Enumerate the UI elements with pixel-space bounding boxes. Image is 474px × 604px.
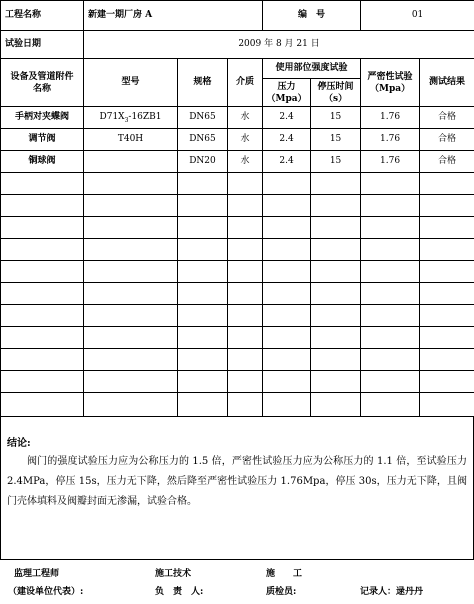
empty-cell	[311, 305, 361, 327]
empty-cell	[228, 305, 263, 327]
row-hold: 15	[311, 107, 361, 129]
empty-cell	[263, 217, 311, 239]
tightness-header-line1: 严密性试验	[367, 71, 413, 82]
empty-cell	[228, 327, 263, 349]
test-date-label: 试验日期	[1, 31, 84, 59]
empty-cell	[178, 283, 228, 305]
number-label: 编 号	[263, 1, 361, 31]
row-pressure: 2.4	[263, 107, 311, 129]
row-pressure: 2.4	[263, 151, 311, 173]
empty-cell	[84, 349, 178, 371]
row-tight: 1.76	[361, 107, 420, 129]
row-spec: DN65	[178, 107, 228, 129]
empty-cell	[228, 173, 263, 195]
empty-table-row	[1, 393, 474, 417]
empty-cell	[420, 371, 474, 393]
empty-table-row	[1, 349, 474, 371]
tightness-test-header	[361, 59, 420, 107]
model-header: 型号	[84, 59, 178, 107]
empty-table-row	[1, 173, 474, 195]
device-name-header	[1, 59, 84, 107]
row-spec: DN65	[178, 129, 228, 151]
empty-cell	[1, 239, 84, 261]
strength-test-header: 使用部位强度试验	[263, 59, 361, 79]
empty-cell	[420, 195, 474, 217]
empty-cell	[311, 371, 361, 393]
empty-cell	[311, 393, 361, 417]
empty-cell	[420, 327, 474, 349]
empty-cell	[178, 195, 228, 217]
row-model-sub: 3	[124, 116, 129, 124]
empty-cell	[263, 195, 311, 217]
hold-header-line1: 停压时间	[317, 81, 354, 92]
empty-cell	[178, 349, 228, 371]
row-model-tail: -16ZB1	[128, 112, 162, 122]
empty-cell	[84, 217, 178, 239]
empty-cell	[361, 327, 420, 349]
empty-cell	[1, 217, 84, 239]
inspector-label: 质检员:	[266, 587, 297, 597]
empty-cell	[361, 283, 420, 305]
empty-cell	[263, 371, 311, 393]
empty-cell	[84, 371, 178, 393]
row-tight: 1.76	[361, 129, 420, 151]
construct-label: 施 工	[266, 569, 303, 579]
empty-cell	[178, 261, 228, 283]
empty-cell	[228, 371, 263, 393]
table-row	[1, 107, 474, 129]
row-model-main: T40H	[117, 134, 144, 144]
result-header: 测试结果	[420, 59, 474, 107]
empty-cell	[420, 393, 474, 417]
empty-cell	[84, 261, 178, 283]
row-hold: 15	[311, 151, 361, 173]
table-row	[1, 129, 474, 151]
empty-cell	[84, 305, 178, 327]
empty-cell	[263, 349, 311, 371]
row-medium: 水	[228, 107, 263, 129]
medium-header: 介质	[228, 59, 263, 107]
empty-cell	[311, 327, 361, 349]
empty-cell	[263, 239, 311, 261]
empty-cell	[420, 173, 474, 195]
row-medium: 水	[228, 151, 263, 173]
empty-cell	[311, 217, 361, 239]
project-name-label: 工程名称	[1, 1, 84, 31]
conclusion-section	[0, 416, 474, 560]
pressure-header-line2: （Mpa）	[266, 93, 307, 104]
recorder-label: 记录人：逯丹丹	[360, 587, 424, 597]
row-name: 手柄对夹蝶阀	[1, 107, 84, 129]
empty-cell	[420, 217, 474, 239]
empty-cell	[361, 393, 420, 417]
empty-cell	[311, 349, 361, 371]
empty-cell	[228, 393, 263, 417]
empty-cell	[178, 371, 228, 393]
device-name-header-line2: 名称	[32, 83, 51, 94]
empty-cell	[263, 261, 311, 283]
empty-cell	[84, 173, 178, 195]
pressure-header-line1: 压力	[277, 81, 296, 92]
empty-cell	[263, 327, 311, 349]
empty-cell	[361, 217, 420, 239]
empty-table-row	[1, 239, 474, 261]
empty-cell	[178, 217, 228, 239]
row-model	[84, 129, 178, 151]
responsible-label: 负 责 人:	[155, 587, 204, 597]
empty-table-row	[1, 195, 474, 217]
row-result: 合格	[420, 151, 474, 173]
spec-header: 规格	[178, 59, 228, 107]
row-medium: 水	[228, 129, 263, 151]
empty-cell	[1, 283, 84, 305]
empty-cell	[361, 173, 420, 195]
empty-cell	[420, 239, 474, 261]
empty-cell	[420, 349, 474, 371]
pressure-header	[263, 79, 311, 107]
construction-unit-label: （建设单位代表）:	[8, 587, 84, 597]
empty-cell	[311, 261, 361, 283]
empty-table-row	[1, 327, 474, 349]
empty-cell	[228, 261, 263, 283]
row-model	[84, 107, 178, 129]
empty-cell	[228, 217, 263, 239]
empty-cell	[178, 173, 228, 195]
empty-cell	[361, 371, 420, 393]
empty-cell	[311, 173, 361, 195]
empty-cell	[178, 393, 228, 417]
empty-table-row	[1, 261, 474, 283]
empty-cell	[420, 305, 474, 327]
empty-cell	[178, 239, 228, 261]
empty-cell	[311, 239, 361, 261]
empty-cell	[361, 261, 420, 283]
empty-cell	[178, 327, 228, 349]
empty-cell	[1, 349, 84, 371]
empty-cell	[84, 239, 178, 261]
empty-cell	[1, 261, 84, 283]
number-value: 01	[361, 1, 474, 31]
empty-table-row	[1, 371, 474, 393]
empty-cell	[1, 195, 84, 217]
empty-cell	[1, 371, 84, 393]
empty-cell	[361, 349, 420, 371]
empty-cell	[420, 283, 474, 305]
empty-cell	[311, 283, 361, 305]
project-name-value: 新建一期厂房 A	[84, 1, 263, 31]
empty-cell	[263, 305, 311, 327]
empty-table-row	[1, 305, 474, 327]
supervisor-label: 监理工程师	[14, 569, 60, 579]
empty-cell	[84, 195, 178, 217]
empty-cell	[361, 195, 420, 217]
conclusion-text: 阀门的强度试验压力应为公称压力的 1.5 倍，严密性试验压力应为公称压力的 1.1 倍，至试验压力 2.4MPa，停压 15s，压力无下降，然后降至严密性试验压力 1.76Mpa，停压 30s，压力无下降，且阀门壳体填料及阀瓣封面无渗漏，试验合格。	[7, 456, 467, 507]
empty-cell	[263, 173, 311, 195]
row-tight: 1.76	[361, 151, 420, 173]
row-name: 铜球阀	[1, 151, 84, 173]
row-pressure: 2.4	[263, 129, 311, 151]
empty-cell	[84, 327, 178, 349]
empty-cell	[228, 195, 263, 217]
row-result: 合格	[420, 129, 474, 151]
hold-time-header	[311, 79, 361, 107]
empty-cell	[178, 305, 228, 327]
empty-cell	[84, 283, 178, 305]
hold-header-line2: （s）	[324, 93, 348, 104]
row-result: 合格	[420, 107, 474, 129]
empty-cell	[420, 261, 474, 283]
empty-cell	[84, 393, 178, 417]
row-model-main: D71X	[99, 112, 125, 122]
tightness-header-line2: （Mpa）	[370, 83, 411, 94]
empty-cell	[228, 349, 263, 371]
empty-cell	[1, 173, 84, 195]
empty-cell	[1, 305, 84, 327]
row-hold: 15	[311, 129, 361, 151]
empty-cell	[263, 283, 311, 305]
empty-table-row	[1, 217, 474, 239]
empty-cell	[228, 283, 263, 305]
device-name-header-line1: 设备及管道附件	[10, 71, 74, 82]
empty-cell	[361, 239, 420, 261]
empty-cell	[311, 195, 361, 217]
table-row	[1, 151, 474, 173]
conclusion-title: 结论:	[7, 438, 31, 449]
tech-label: 施工技术	[155, 569, 192, 579]
row-name: 调节阀	[1, 129, 84, 151]
empty-cell	[1, 393, 84, 417]
row-spec: DN20	[178, 151, 228, 173]
empty-cell	[1, 327, 84, 349]
empty-cell	[228, 239, 263, 261]
row-model	[84, 151, 178, 173]
empty-table-row	[1, 283, 474, 305]
empty-cell	[361, 305, 420, 327]
empty-cell	[263, 393, 311, 417]
test-date-value: 2009 年 8 月 21 日	[84, 31, 474, 59]
